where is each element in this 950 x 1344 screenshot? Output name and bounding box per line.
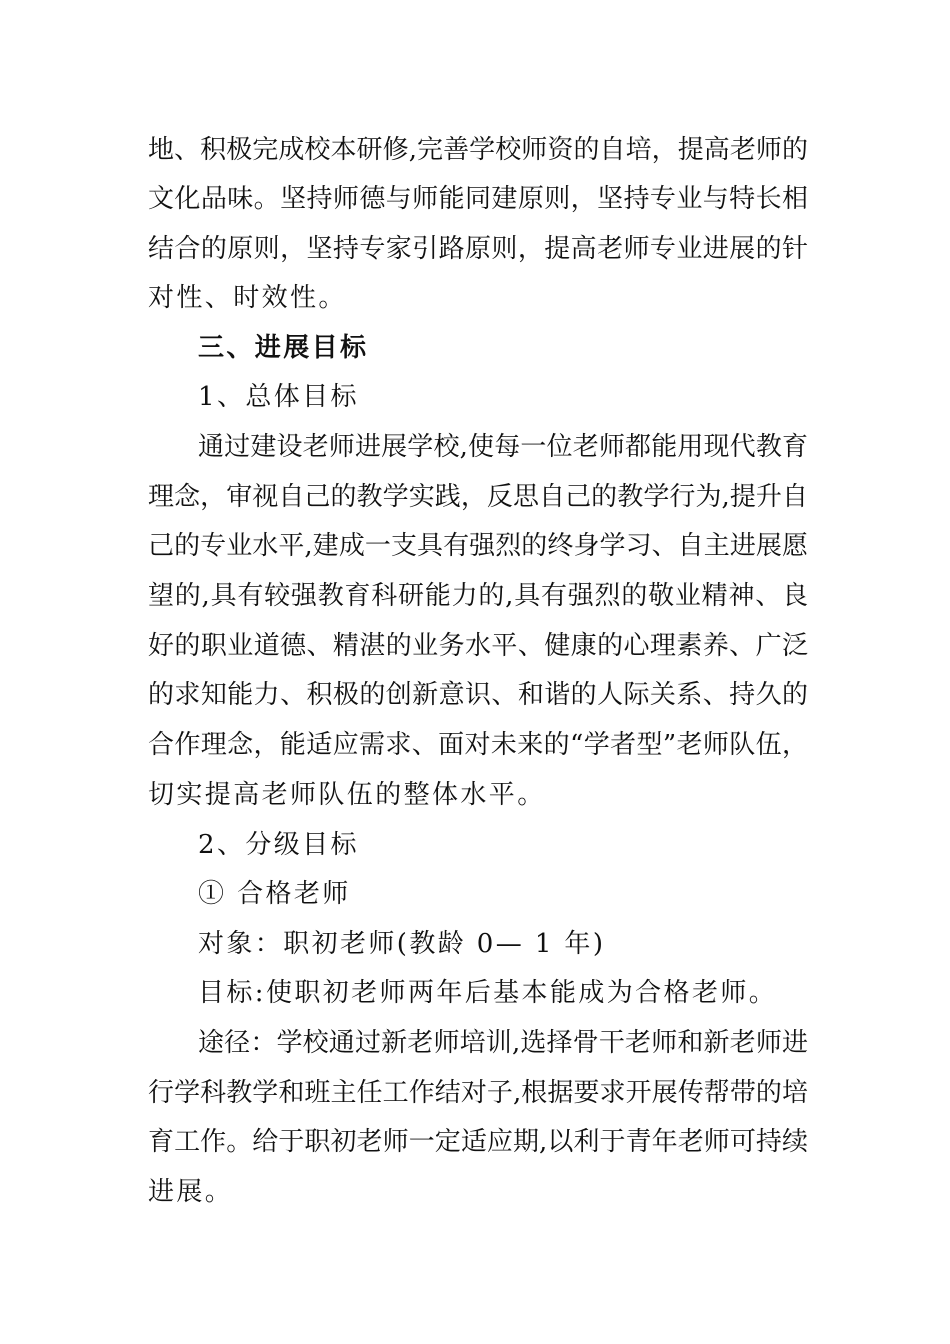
paragraph-line: 望的,具有较强教育科研能力的,具有强烈的敬业精神、良 [148,581,808,611]
section-heading: 三、进展目标 [198,333,369,363]
paragraph-line: 文化品味。坚持师德与师能同建原则，坚持专业与特长相 [148,184,808,214]
paragraph-line: 的求知能力、积极的创新意识、和谐的人际关系、持久的 [148,680,808,710]
paragraph-line: 通过建设老师进展学校,使每一位老师都能用现代教育 [198,432,808,462]
paragraph-line: 对性、时效性。 [148,283,347,313]
target-line: 对象：职初老师(教龄 0— 1 年) [198,929,606,959]
subsection-heading: 2、分级目标 [198,830,359,860]
subsection-heading: 1、总体目标 [198,382,359,412]
paragraph-line: 途径：学校通过新老师培训,选择骨干老师和新老师进 [198,1028,808,1058]
paragraph-line: 结合的原则，坚持专家引路原则，提高老师专业进展的针 [148,234,808,264]
goal-line: 目标:使职初老师两年后基本能成为合格老师。 [198,978,778,1008]
list-item-heading: ① 合格老师 [198,879,351,909]
paragraph-line: 己的专业水平,建成一支具有强烈的终身学习、自主进展愿 [148,531,808,561]
paragraph-line: 地、积极完成校本研修,完善学校师资的自培，提高老师的 [148,135,808,165]
paragraph-line: 切实提高老师队伍的整体水平。 [148,780,546,810]
paragraph-line: 理念，审视自己的教学实践，反思自己的教学行为,提升自 [148,482,808,512]
paragraph-line: 合作理念，能适应需求、面对未来的“学者型”老师队伍， [148,730,808,760]
paragraph-line: 行学科教学和班主任工作结对子,根据要求开展传帮带的培 [148,1078,808,1108]
paragraph-line: 好的职业道德、精湛的业务水平、健康的心理素养、广泛 [148,631,808,661]
paragraph-line: 进展。 [148,1177,234,1207]
paragraph-line: 育工作。给于职初老师一定适应期,以利于青年老师可持续 [148,1127,808,1157]
